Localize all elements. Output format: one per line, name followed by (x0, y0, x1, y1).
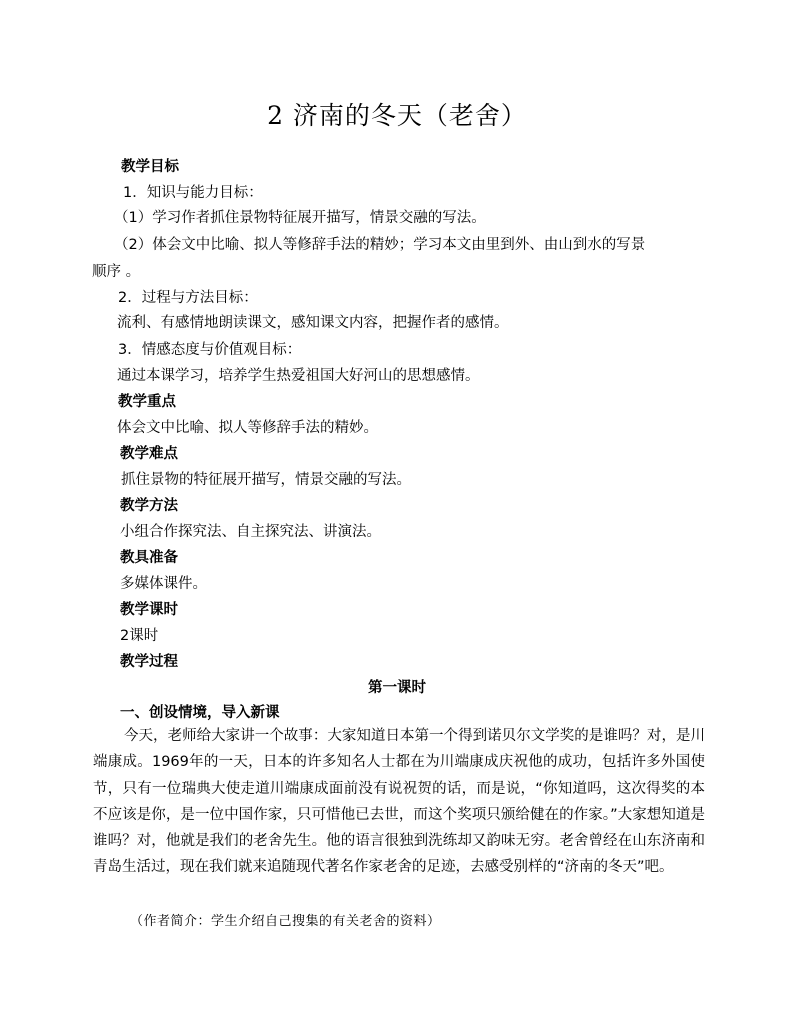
difficulty-heading: 教学难点 (120, 446, 178, 462)
goal3-text: 通过本课学习，培养学生热爱祖国大好河山的思想感情。 (117, 368, 480, 384)
tools-heading: 教具准备 (120, 550, 178, 566)
section1-paragraph: 今天，老师给大家讲一个故事：大家知道日本第一个得到诺贝尔文学奖的是谁吗？对，是川端康成。1969年的一天，日本的许多知名人士都在为川端康成庆祝他的成功，包括许多外国使节，只有一位瑞典大使走道川端康成面前没有说祝贺的话，而是说，“你知道吗，这次得奖的本不应该是你，是一位中国作家，只可惜他已去世，而这个奖项只颁给健在的作家。”大家想知道是谁吗？对，他就是我们的老舍先生。他的语言很独到洗练却又韵味无穷。老舍曾经在山东济南和青岛生活过，现在我们就来追随现代著名作家老舍的足迹，去感受别样的“济南的冬天”吧。 (93, 728, 705, 876)
document-title: 2 济南的冬天（老舍） (267, 101, 527, 130)
goal1-item1: （1）学习作者抓住景物特征展开描写，情景交融的写法。 (114, 210, 486, 226)
goal3-heading: 3．情感态度与价值观目标： (118, 342, 302, 358)
goal1-heading: 1．知识与能力目标： (123, 185, 263, 201)
lesson-heading: 第一课时 (368, 680, 426, 696)
goal2-text: 流利、有感情地朗读课文，感知课文内容，把握作者的感情。 (117, 315, 509, 331)
goal1-item2-line1: （2）体会文中比喻、拟人等修辞手法的精妙；学习本文由里到外、由山到水的写景 (114, 237, 646, 253)
difficulty-text: 抓住景物的特征展开描写，情景交融的写法。 (121, 472, 411, 488)
method-text: 小组合作探究法、自主探究法、讲演法。 (120, 524, 381, 540)
goal2-heading: 2．过程与方法目标： (118, 290, 258, 306)
focus-text: 体会文中比喻、拟人等修辞手法的精妙。 (117, 420, 378, 436)
section1-heading: 一、创设情境，导入新课 (120, 705, 280, 721)
goals-heading: 教学目标 (121, 159, 179, 175)
tools-text: 多媒体课件。 (120, 576, 207, 592)
focus-heading: 教学重点 (118, 394, 176, 410)
author-note: （作者简介：学生介绍自己搜集的有关老舍的资料） (130, 914, 441, 929)
hours-heading: 教学课时 (120, 602, 178, 618)
method-heading: 教学方法 (120, 498, 178, 514)
goal1-item2-line2: 顺序 。 (92, 264, 141, 280)
hours-text: 2课时 (120, 628, 159, 644)
process-heading: 教学过程 (120, 654, 178, 670)
